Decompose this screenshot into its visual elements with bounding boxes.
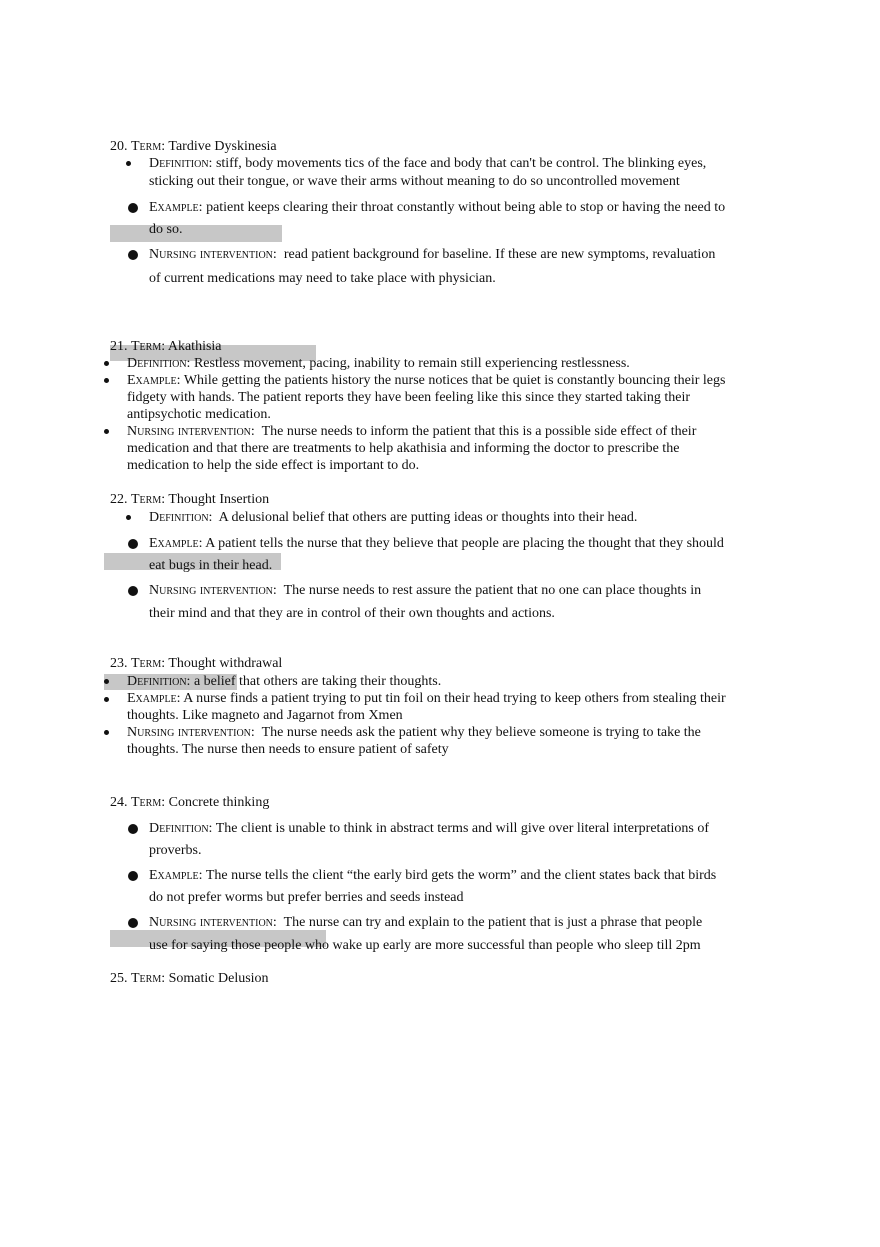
intervention-line: thoughts. The nurse then needs to ensure patient of safety: [127, 742, 449, 757]
definition-line: Definition: A delusional belief that others are putting ideas or thoughts into their head.: [149, 510, 638, 525]
example-line: do so.: [149, 222, 183, 237]
intervention-line: of current medications may need to take place with physician.: [149, 271, 496, 286]
definition-line: proverbs.: [149, 843, 202, 858]
term-heading: 21. Term: Akathisia: [110, 339, 222, 354]
intervention-line: Nursing intervention: read patient background for baseline. If these are new symptoms, revaluation: [149, 247, 716, 262]
bullet-icon: [104, 378, 109, 383]
example-line: Example: A patient tells the nurse that they believe that people are placing the thought that they should: [149, 536, 724, 551]
definition-line: Definition: Restless movement, pacing, inability to remain still experiencing restlessness.: [127, 356, 630, 371]
bullet-icon: [104, 429, 109, 434]
term-heading: 25. Term: Somatic Delusion: [110, 971, 269, 986]
term-heading: 23. Term: Thought withdrawal: [110, 656, 283, 671]
bullet-icon: [104, 679, 109, 684]
term-heading: 22. Term: Thought Insertion: [110, 492, 270, 507]
example-line: Example: The nurse tells the client “the early bird gets the worm” and the client states back that birds: [149, 868, 717, 883]
example-line: Example: A nurse finds a patient trying to put tin foil on their head trying to keep others from stealing their: [127, 691, 726, 706]
definition-line: Definition: a belief that others are taking their thoughts.: [127, 674, 442, 689]
example-line: do not prefer worms but prefer berries and seeds instead: [149, 890, 464, 905]
example-line: Example: patient keeps clearing their throat constantly without being able to stop or having the need to: [149, 200, 726, 215]
bullet-icon: [104, 697, 109, 702]
bullet-icon: [128, 203, 138, 213]
intervention-line: medication to help the side effect is important to do.: [127, 458, 420, 473]
definition-line: Definition: The client is unable to think in abstract terms and will give over literal interpretations of: [149, 821, 710, 836]
example-line: antipsychotic medication.: [127, 407, 271, 422]
definition-line: sticking out their tongue, or wave their arms without meaning to do so uncontrolled movement: [149, 174, 680, 189]
bullet-icon: [128, 871, 138, 881]
example-line: Example: While getting the patients history the nurse notices that be quiet is constantly bouncing their legs: [127, 373, 726, 388]
intervention-line: medication and that there are treatments to help akathisia and informing the doctor to prescribe the: [127, 441, 680, 456]
intervention-line: Nursing intervention: The nurse needs to rest assure the patient that no one can place thoughts in: [149, 583, 702, 598]
bullet-icon: [128, 918, 138, 928]
term-heading: 24. Term: Concrete thinking: [110, 795, 270, 810]
definition-line: Definition: stiff, body movements tics of the face and body that can't be control. The blinking eyes,: [149, 156, 707, 171]
intervention-line: Nursing intervention: The nurse needs ask the patient why they believe someone is trying to take the: [127, 725, 701, 740]
intervention-line: Nursing intervention: The nurse needs to inform the patient that this is a possible side effect of their: [127, 424, 697, 439]
term-heading: 20. Term: Tardive Dyskinesia: [110, 139, 277, 154]
bullet-icon: [126, 515, 131, 520]
example-line: eat bugs in their head.: [149, 558, 273, 573]
example-line: thoughts. Like magneto and Jagarnot from Xmen: [127, 708, 403, 723]
highlight-bar: [110, 225, 282, 242]
intervention-line: Nursing intervention: The nurse can try and explain to the patient that is just a phrase that people: [149, 915, 703, 930]
bullet-icon: [104, 361, 109, 366]
bullet-icon: [128, 824, 138, 834]
bullet-icon: [126, 161, 131, 166]
intervention-line: use for saying those people who wake up early are more successful than people who sleep till 2pm: [149, 938, 701, 953]
bullet-icon: [128, 586, 138, 596]
bullet-icon: [128, 250, 138, 260]
bullet-icon: [128, 539, 138, 549]
example-line: fidgety with hands. The patient reports they have been feeling like this since they started taking their: [127, 390, 691, 405]
intervention-line: their mind and that they are in control of their own thoughts and actions.: [149, 606, 555, 621]
bullet-icon: [104, 730, 109, 735]
